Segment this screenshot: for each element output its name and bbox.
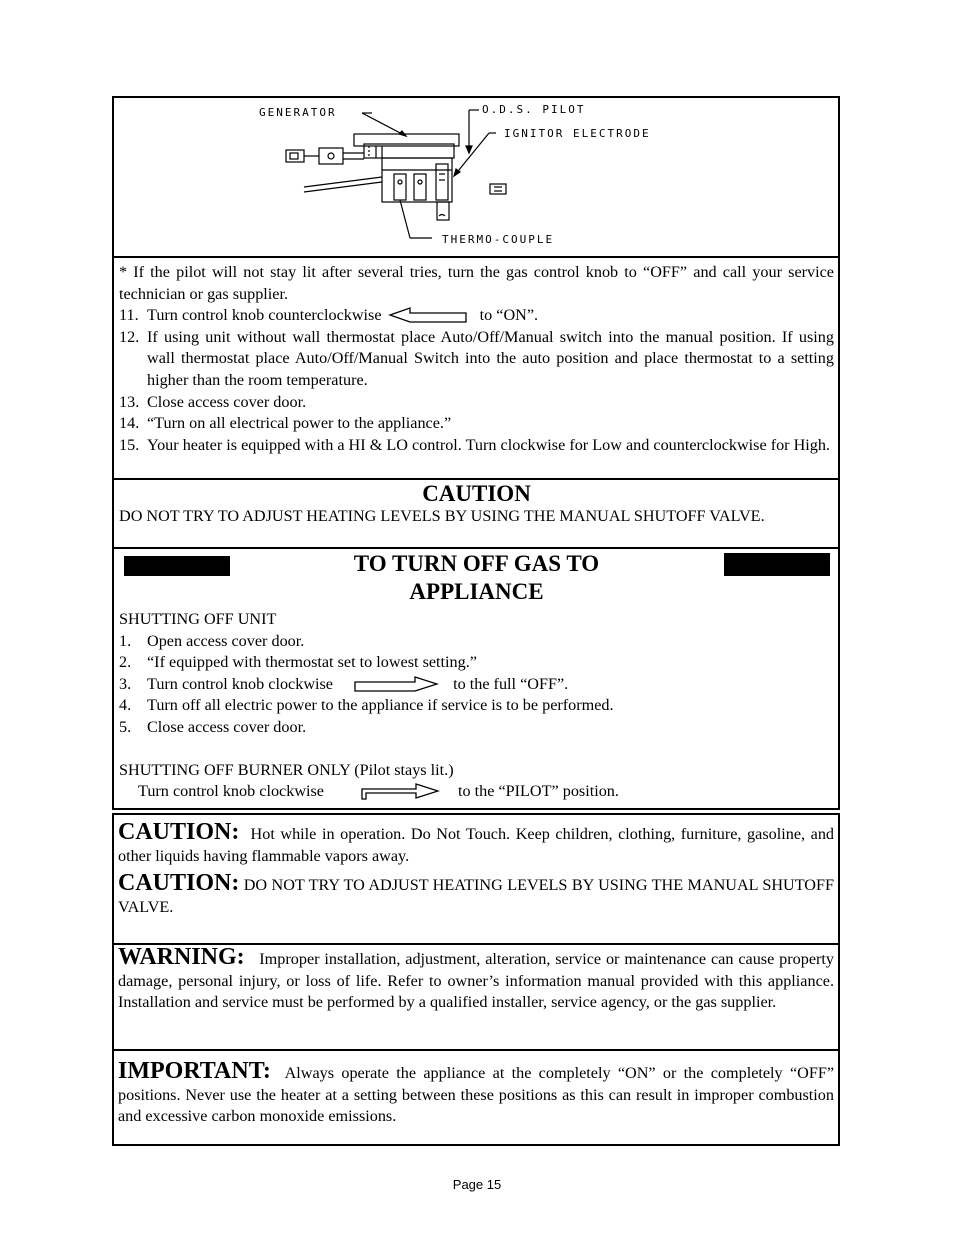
label-thermocouple: THERMO-COUPLE <box>442 233 555 246</box>
caution-hot-paragraph <box>118 819 835 867</box>
label-ods-pilot: O.D.S. PILOT <box>482 103 586 116</box>
shutting-off-burner-heading: SHUTTING OFF BURNER ONLY (Pilot stays lit.) <box>119 760 454 779</box>
item-text: “If equipped with thermostat set to lowest setting.” <box>147 653 477 672</box>
pilot-note: * If the pilot will not stay lit after several tries, turn the gas control knob to “OFF” and call your service technician or gas supplier. <box>119 263 834 303</box>
item-text: If using unit without wall thermostat place Auto/Off/Manual switch into the manual position. If using wall thermostat place Auto/Off/Manual Switch into the auto position and place thermostat to a setting higher than the room temperature. <box>147 327 834 389</box>
item-text: to “ON”. <box>479 306 539 325</box>
clockwise-arrow-icon <box>353 676 439 694</box>
page-number: Page 15 <box>452 1177 502 1192</box>
pilot-assembly-diagram <box>114 98 838 256</box>
list-item <box>119 305 834 327</box>
burner-text: to the “PILOT” position. <box>458 782 619 801</box>
list-item <box>119 327 834 392</box>
caution-text: Hot while in operation. Do Not Touch. Keep children, clothing, furniture, gasoline, and other liquids having flammable vapors away. <box>118 825 835 865</box>
item-text: Your heater is equipped with a HI & LO control. Turn clockwise for Low and counterclockwise for High. <box>147 435 831 454</box>
item-text: Turn control knob counterclockwise <box>147 306 382 325</box>
important-label: IMPORTANT: <box>118 1058 271 1084</box>
caution-text: DO NOT TRY TO ADJUST HEATING LEVELS BY USING THE MANUAL SHUTOFF VALVE. <box>118 876 834 916</box>
important-text: Always operate the appliance at the completely “ON” or the completely “OFF” positions. Never use the heater at a setting between these positions as this can result in improper combustion and excessive carbon monoxide emissions. <box>118 1064 835 1126</box>
warning-text: Improper installation, adjustment, alteration, service or maintenance can cause property damage, personal injury, or loss of life. Refer to owner’s information manual provided with this appliance. Installation and service must be performed by a qualified installer, service agency, or the gas supplier. <box>118 950 834 1012</box>
item-number: 5. <box>119 717 132 736</box>
item-number: 4. <box>119 696 132 715</box>
item-text: Turn control knob clockwise <box>147 674 333 693</box>
hot-caution-box <box>112 815 840 945</box>
turn-off-heading-line1: TO TURN OFF GAS TO <box>353 551 600 576</box>
divider <box>112 808 840 810</box>
caution-text: DO NOT TRY TO ADJUST HEATING LEVELS BY USING THE MANUAL SHUTOFF VALVE. <box>119 507 765 525</box>
black-bar-right <box>724 553 830 576</box>
caution-heading: CAUTION <box>422 481 531 506</box>
shutting-off-unit-heading: SHUTTING OFF UNIT <box>119 610 277 628</box>
item-text: Close access cover door. <box>147 717 307 736</box>
list-item <box>119 652 834 674</box>
list-item <box>119 717 834 739</box>
caution-shutoff-paragraph <box>118 870 834 918</box>
important-paragraph <box>118 1058 835 1128</box>
list-item <box>119 413 834 435</box>
label-generator: GENERATOR <box>259 106 337 119</box>
label-ignitor-electrode: IGNITOR ELECTRODE <box>504 127 651 140</box>
item-text: Close access cover door. <box>147 392 307 411</box>
caution-box <box>112 478 840 547</box>
clockwise-arrow-icon <box>360 781 440 801</box>
item-number: 3. <box>119 674 132 693</box>
list-item <box>119 695 834 717</box>
item-number: 13. <box>119 392 140 411</box>
list-item <box>119 435 834 457</box>
list-item <box>119 392 834 414</box>
item-text: Turn off all electric power to the appliance if service is to be performed. <box>147 696 614 715</box>
warning-box <box>112 945 840 1051</box>
turn-off-gas-box <box>112 547 840 809</box>
burner-instruction <box>119 781 834 803</box>
lighting-instructions-box <box>112 256 840 478</box>
burner-text: Turn control knob clockwise <box>138 782 324 801</box>
pilot-diagram-box <box>112 96 840 256</box>
important-box <box>112 1051 840 1146</box>
black-bar-left <box>124 556 230 576</box>
item-number: 2. <box>119 653 132 672</box>
warning-paragraph <box>118 944 834 1014</box>
item-text: to the full “OFF”. <box>453 674 569 693</box>
turn-off-heading-line2: APPLIANCE <box>409 579 544 604</box>
item-text: Open access cover door. <box>147 631 305 650</box>
counterclockwise-arrow-icon <box>388 307 468 325</box>
item-number: 12. <box>119 327 140 346</box>
caution-label: CAUTION: <box>118 870 240 897</box>
item-number: 11. <box>119 306 139 325</box>
item-number: 15. <box>119 435 140 454</box>
warning-label: WARNING: <box>118 944 245 970</box>
item-text: “Turn on all electrical power to the appliance.” <box>147 414 452 433</box>
item-number: 1. <box>119 631 132 650</box>
list-item <box>119 631 834 653</box>
list-item <box>119 674 834 696</box>
item-number: 14. <box>119 414 140 433</box>
caution-label: CAUTION: <box>118 819 240 845</box>
